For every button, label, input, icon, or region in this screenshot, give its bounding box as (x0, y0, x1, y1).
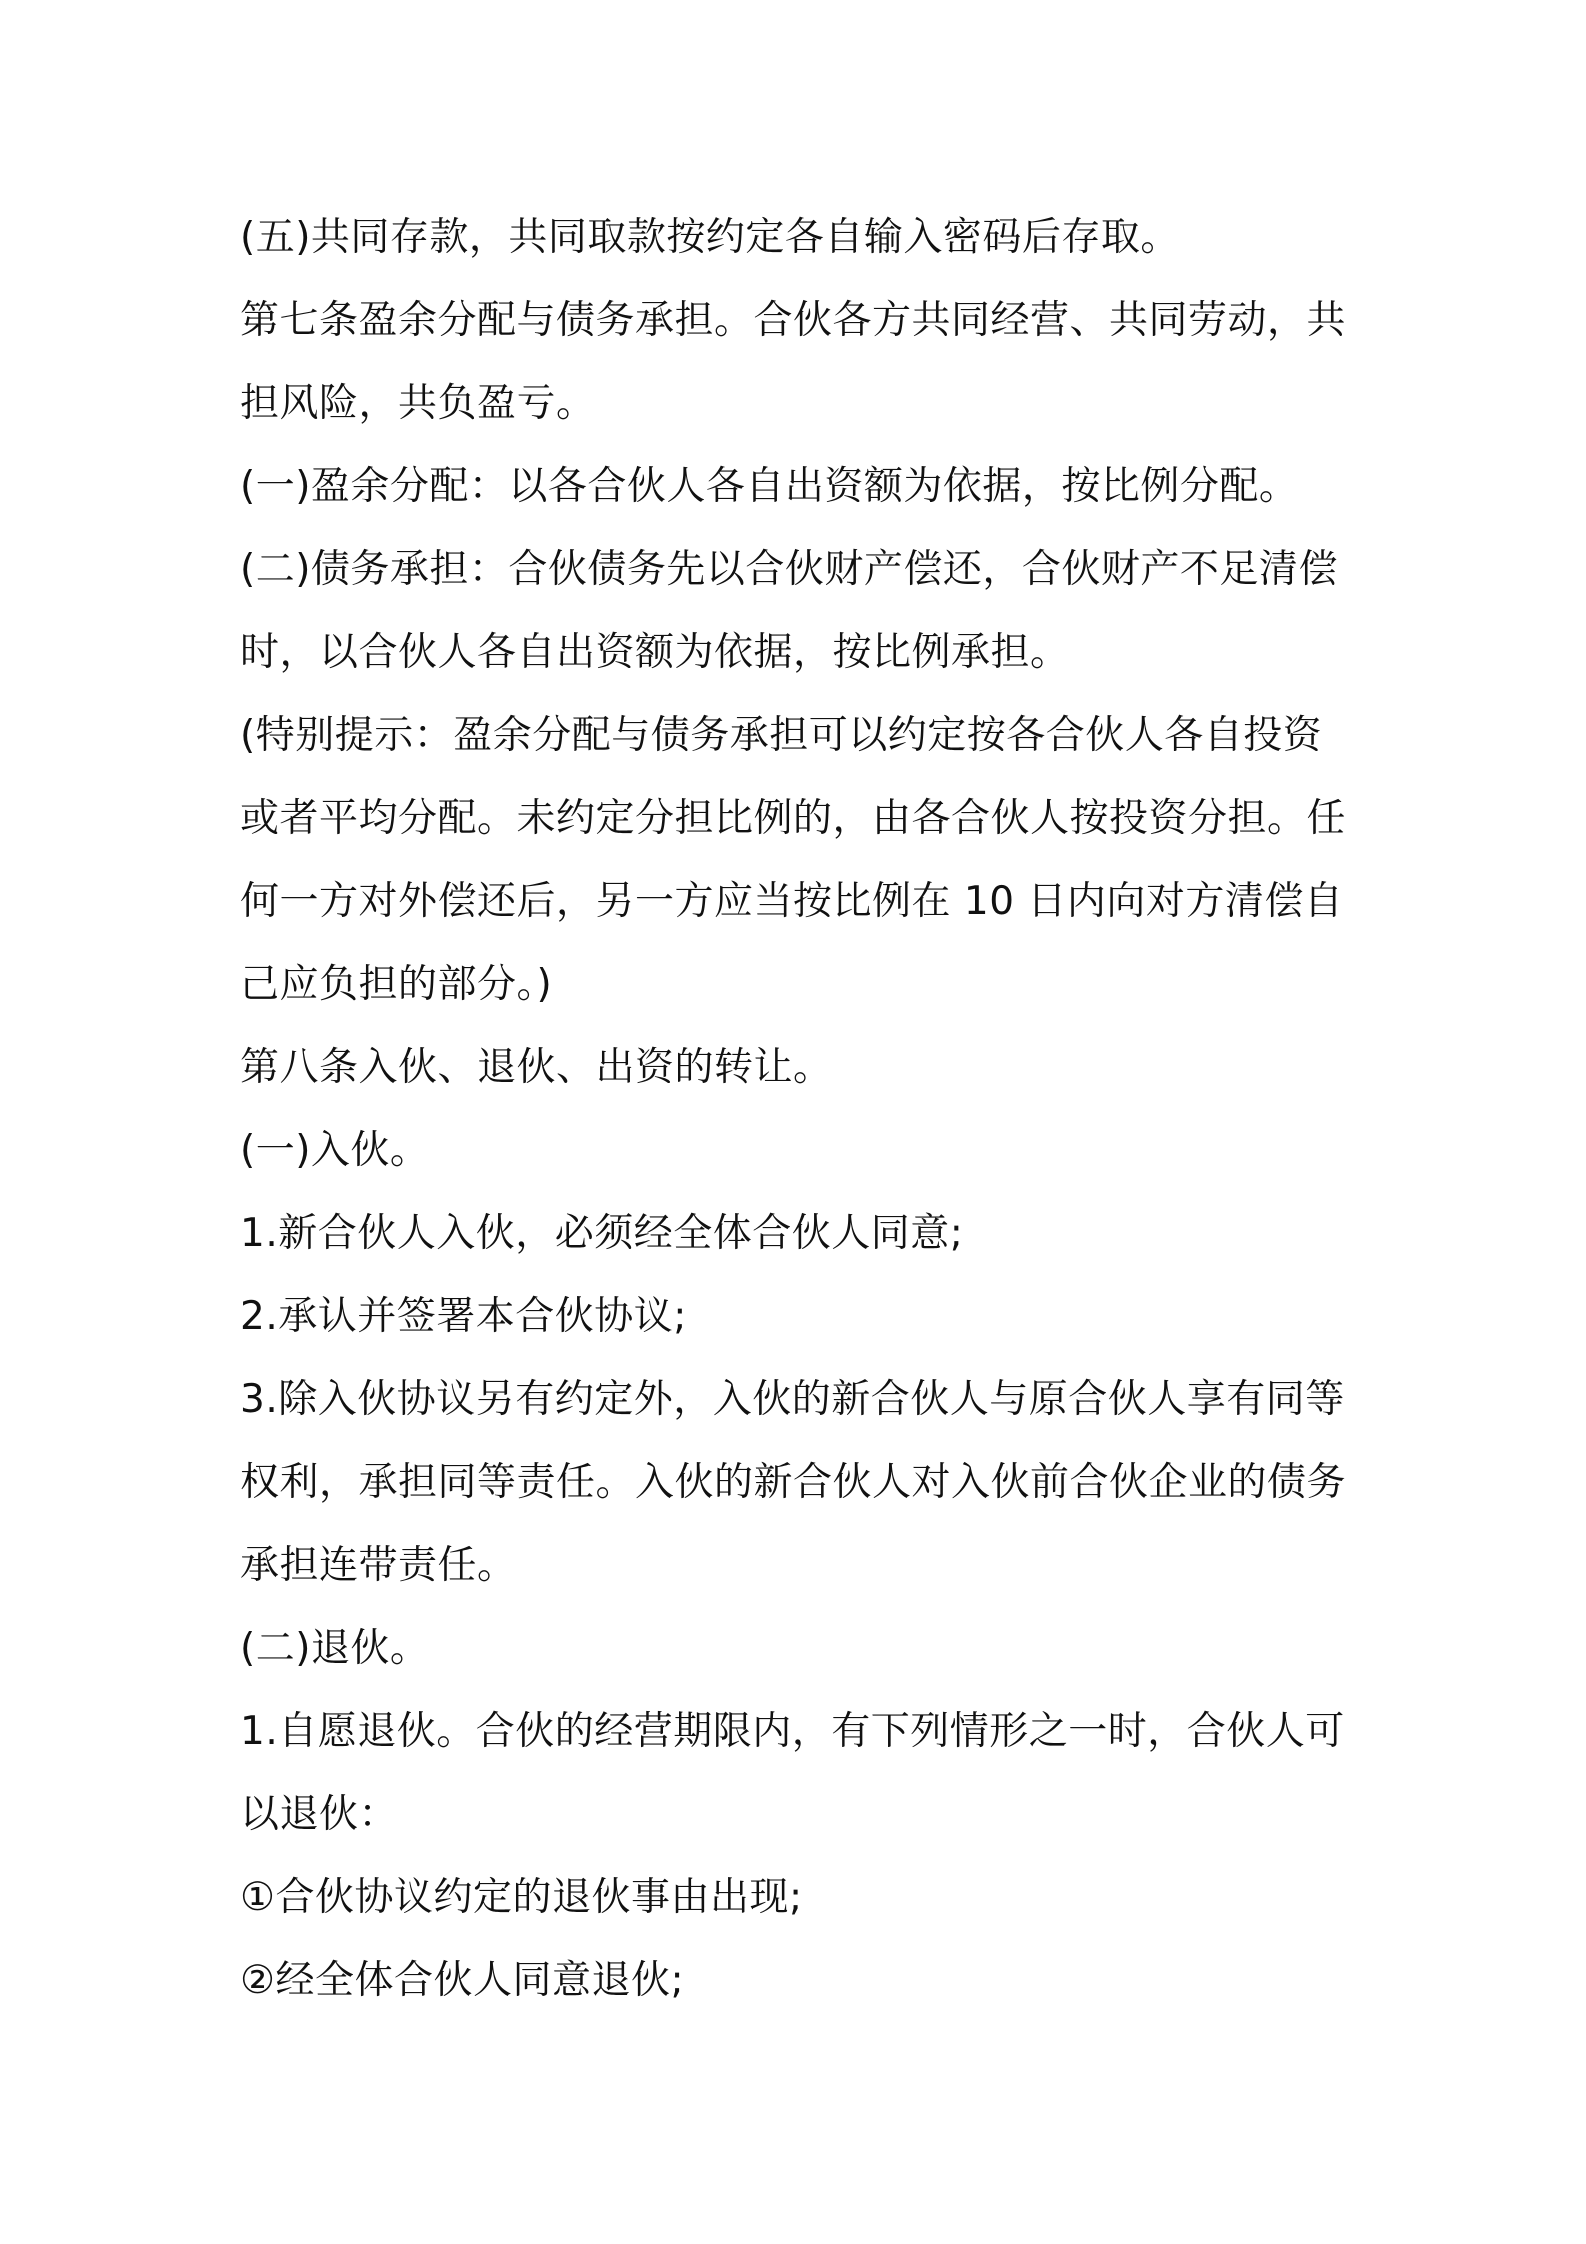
text-line: 第八条入伙、退伙、出资的转让。 (240, 1045, 833, 1090)
text-line: 以退伙： (240, 1792, 399, 1837)
text-line: 己应负担的部分。) (240, 962, 553, 1007)
text-line: 3.除入伙协议另有约定外，入伙的新合伙人与原合伙人享有同等 (240, 1377, 1345, 1422)
text-line: 2.承认并签署本合伙协议; (240, 1294, 687, 1339)
document-body (240, 196, 1360, 2022)
text-line: (五)共同存款，共同取款按约定各自输入密码后存取。 (240, 215, 1180, 260)
text-line: (特别提示：盈余分配与债务承担可以约定按各合伙人各自投资 (240, 713, 1323, 758)
text-line: 时，以合伙人各自出资额为依据，按比例承担。 (240, 630, 1070, 675)
text-line: 何一方对外偿还后，另一方应当按比例在 10 日内向对方清偿自 (240, 879, 1344, 924)
text-line: ①合伙协议约定的退伙事由出现; (240, 1875, 803, 1920)
text-line: ②经全体合伙人同意退伙; (240, 1958, 685, 2003)
text-line: (二)债务承担：合伙债务先以合伙财产偿还，合伙财产不足清偿 (240, 547, 1338, 592)
text-line: 权利，承担同等责任。入伙的新合伙人对入伙前合伙企业的债务 (240, 1460, 1347, 1505)
text-line: 承担连带责任。 (240, 1543, 517, 1588)
text-line: 担风险，共负盈亏。 (240, 381, 596, 426)
text-line: (一)入伙。 (240, 1128, 430, 1173)
text-line: (二)退伙。 (240, 1626, 430, 1671)
text-line: 或者平均分配。未约定分担比例的，由各合伙人按投资分担。任 (240, 796, 1347, 841)
text-line: 第七条盈余分配与债务承担。合伙各方共同经营、共同劳动，共 (240, 298, 1347, 343)
text-line: (一)盈余分配：以各合伙人各自出资额为依据，按比例分配。 (240, 464, 1299, 509)
text-line: 1.新合伙人入伙，必须经全体合伙人同意; (240, 1211, 964, 1256)
text-line: 1.自愿退伙。合伙的经营期限内，有下列情形之一时，合伙人可 (240, 1709, 1345, 1754)
